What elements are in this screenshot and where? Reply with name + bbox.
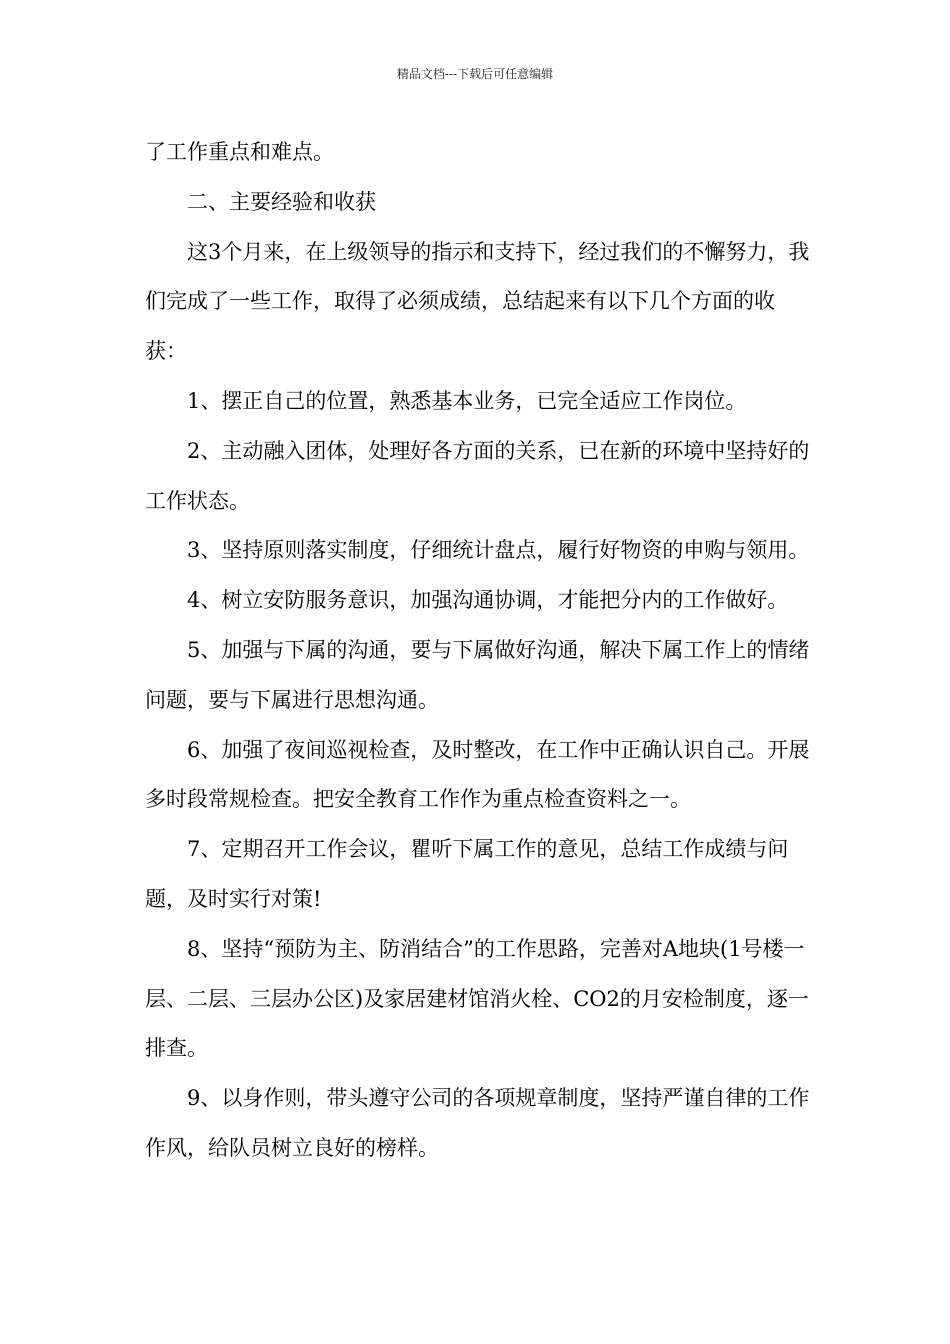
list-item-9: 9、以身作则，带头遵守公司的各项规章制度，坚持严谨自律的工作作风，给队员树立良好的榜样。 [145, 1086, 810, 1160]
list-item-7: 7、定期召开工作会议，瞿听下属工作的意见，总结工作成绩与问题，及时实行对策! [145, 837, 789, 911]
list-item-4: 4、树立安防服务意识，加强沟通协调，才能把分内的工作做好。 [187, 588, 789, 613]
list-item-8: 8、坚持“预防为主、防消结合”的工作思路，完善对A地块(1号楼一层、二层、三层办公区)及家居建材馆消火栓、CO2的月安检制度，逐一排查。 [145, 936, 809, 1061]
list-item-6: 6、加强了夜间巡视检查，及时整改，在工作中正确认识自己。开展多时段常规检查。把安全教育工作作为重点检查资料之一。 [145, 737, 810, 812]
list-item-2: 2、主动融入团体，处理好各方面的关系，已在新的环境中坚持好的工作状态。 [145, 438, 810, 513]
paragraph-0: 了工作重点和难点。 [145, 140, 334, 164]
list-item-5: 5、加强与下属的沟通，要与下属做好沟通，解决下属工作上的情绪问题，要与下属进行思想沟通。 [145, 637, 810, 712]
page-header: 精品文档---下载后可任意编辑 [396, 67, 554, 81]
document-body [145, 128, 815, 1174]
section-heading: 二、主要经验和收获 [187, 189, 376, 214]
list-item-1: 1、摆正自己的位置，熟悉基本业务，已完全适应工作岗位。 [187, 388, 747, 413]
list-item-3: 3、坚持原则落实制度，仔细统计盘点，履行好物资的申购与领用。 [187, 538, 810, 563]
paragraph-intro: 这3个月来，在上级领导的指示和支持下，经过我们的不懈努力，我们完成了一些工作，取得了必须成绩，总结起来有以下几个方面的收获： [145, 239, 810, 364]
